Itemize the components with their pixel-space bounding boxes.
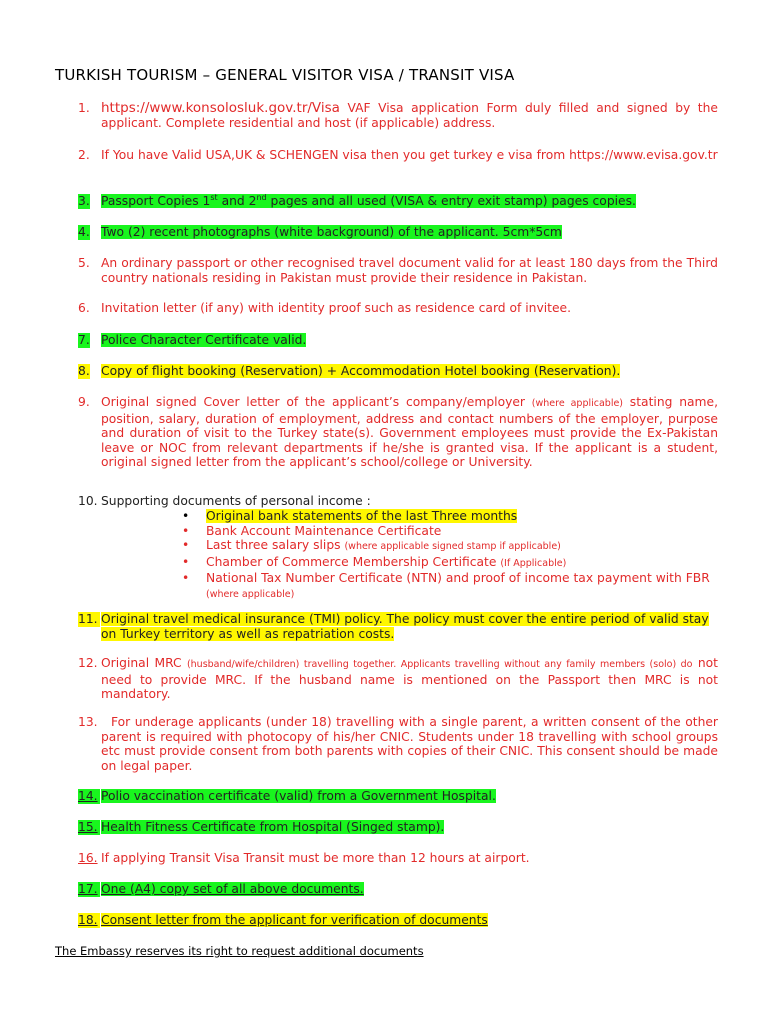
item-text: Original travel medical insurance (TMI) policy. The policy must cover the entire period of valid stay on Turkey territory as well as repatriation costs. [101, 612, 709, 641]
item-text: An ordinary passport or other recognised travel document valid for at least 180 days from the Third country nationals residing in Pakistan must provide their residence in Pakistan. [101, 256, 718, 285]
document-title: TURKISH TOURISM – GENERAL VISITOR VISA / TRANSIT VISA [55, 66, 515, 84]
bullet-item: • Chamber of Commerce Membership Certificate (If Applicable) [182, 554, 567, 569]
item-text: If applying Transit Visa Transit must be more than 12 hours at airport. [101, 851, 530, 865]
item-number: 6. [78, 301, 90, 315]
item-number: 9. [78, 395, 90, 409]
list-item-7 [78, 333, 718, 348]
list-item-17 [78, 882, 718, 897]
bullet-item: • Last three salary slips (where applicable signed stamp if applicable) [182, 538, 561, 553]
list-item-13 [78, 715, 718, 773]
list-item-9: 9. Original signed Cover letter of the applicant’s company/employer (where applicable) stating name, position, salary, duration of employment, address and contact numbers of the employer, purpose and duration of visit to the Turkey state(s). Government employees must provide the Ex-Pakistan leave or NOC from relevant departments if he/she is granted visa. If the applicant is a student, original signed letter from the applicant’s school/college or University. [78, 395, 718, 469]
bullet-icon: • [182, 571, 190, 586]
list-item-1 [78, 101, 718, 130]
bullet-item: • Original bank statements of the last Three months [182, 509, 518, 523]
item-text: Supporting documents of personal income : [101, 494, 371, 508]
item-number: 4. [78, 225, 90, 239]
list-item-4 [78, 225, 718, 240]
bullet-item: • Bank Account Maintenance Certificate [182, 523, 442, 538]
item-text: Invitation letter (if any) with identity proof such as residence card of invitee. [101, 301, 572, 315]
item-number: 5. [78, 256, 90, 270]
item-text: Health Fitness Certificate from Hospital (Singed stamp). [101, 820, 445, 834]
item-text: Police Character Certificate valid. [101, 333, 307, 347]
item-text: One (A4) copy set of all above documents. [101, 882, 364, 896]
list-item-5 [78, 256, 718, 285]
consulate-link[interactable]: https://www.konsolosluk.gov.tr/Visa [101, 100, 340, 116]
list-item-12: 12. Original MRC (husband/wife/children) travelling together. Applicants travelling without any family members (solo) do not need to provide MRC. If the husband name is mentioned on the Passport then MRC is not mandatory. [78, 656, 718, 701]
list-item-6 [78, 301, 718, 316]
item-text: Polio vaccination certificate (valid) from a Government Hospital. [101, 789, 496, 803]
item-text: For underage applicants (under 18) travelling with a single parent, a written consent of the other parent is required with photocopy of his/her CNIC. Students under 18 travelling with school groups etc must provide consent from both parents with copies of their CNIC. This consent should be made on legal paper. [101, 715, 718, 773]
bullet-icon: • [182, 554, 190, 569]
list-item-15 [78, 820, 718, 835]
bullet-icon: • [182, 523, 190, 538]
list-item-18 [78, 913, 718, 928]
item-number: 13. [78, 715, 98, 729]
item-number: 14. [78, 789, 100, 804]
list-item-14 [78, 789, 718, 804]
item-number: 8. [78, 364, 90, 378]
item-text: Copy of flight booking (Reservation) + Accommodation Hotel booking (Reservation). [101, 364, 621, 378]
item-text: If You have Valid USA,UK & SCHENGEN visa then you get turkey e visa from https://www.evisa.gov.tr [101, 148, 718, 162]
item-number: 3. [78, 194, 90, 208]
item-text: Consent letter from the applicant for verification of documents [101, 913, 488, 927]
item-number: 11. [78, 612, 100, 627]
footer-note: The Embassy reserves its right to request additional documents [55, 944, 424, 958]
item-number: 16. [78, 851, 98, 865]
item-number: 17. [78, 882, 100, 897]
item-number: 1. [78, 101, 90, 115]
item-number: 12. [78, 656, 98, 670]
item-text: VAF Visa application Form duly filled and signed by the applicant. Complete residential and host (if applicable) address. [101, 101, 718, 130]
bullet-icon: • [182, 538, 190, 553]
bullet-icon: • [182, 509, 190, 523]
list-item-16 [78, 851, 718, 866]
list-item-2 [78, 148, 718, 163]
item-text: Passport Copies 1st and 2nd pages and all used (VISA & entry exit stamp) pages copies. [101, 192, 636, 208]
income-documents-list [182, 509, 722, 603]
item-number: 7. [78, 333, 90, 347]
item-number: 2. [78, 148, 90, 162]
list-item-8 [78, 364, 718, 379]
item-text: Two (2) recent photographs (white background) of the applicant. 5cm*5cm [101, 225, 562, 239]
list-item-11 [78, 612, 718, 641]
bullet-item: • National Tax Number Certificate (NTN) and proof of income tax payment with FBR (where applicable) [182, 571, 710, 600]
item-number: 18. [78, 913, 100, 928]
item-number: 15. [78, 820, 100, 835]
list-item-10 [78, 494, 718, 509]
item-number: 10. [78, 494, 98, 508]
list-item-3 [78, 194, 718, 209]
